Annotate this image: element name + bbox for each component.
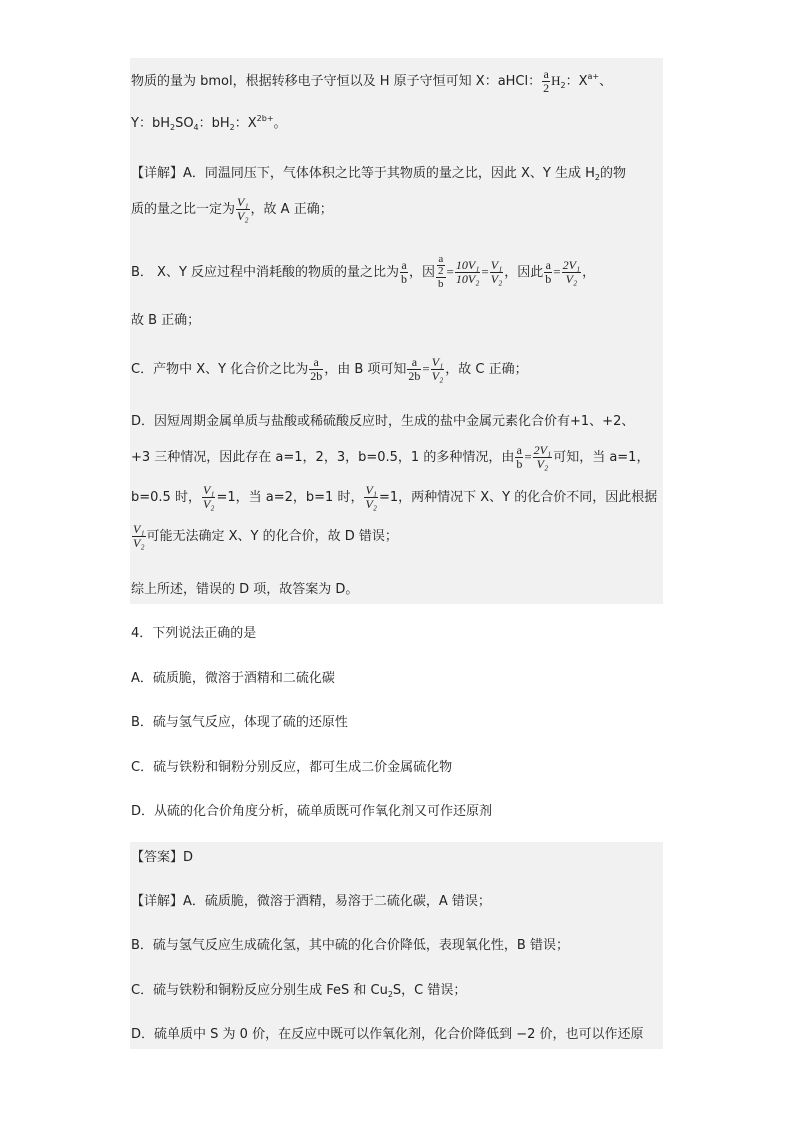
fraction: $\frac{\text{2V₁}}{\text{V₂}}$ [562, 258, 581, 286]
fraction: $\frac{a}{2b}$ [408, 355, 421, 383]
detail-a-line-2: 质的量之比一定为 $\frac{\text{V₁}}{\text{V₂}}$ ，故 A 正确； [131, 195, 333, 223]
option-a: A．硫质脆，微溶于酒精和二硫化碳 [131, 671, 335, 686]
fraction: $\frac{\text{V₁}}{\text{V₂}}$ [490, 258, 503, 286]
compound-fraction: $\frac{\frac{a}{2}}{b}$ [438, 253, 444, 290]
fraction: $\frac{\text{V₁}}{\text{V₂}}$ [431, 355, 444, 383]
detail-a-line-1: 【详解】A．同温同压下，气体体积之比等于其物质的量之比，因此 X、Y 生成 $H_2$的物 [131, 166, 627, 182]
detail-d-line-1: D．因短周期金属单质与盐酸或稀硫酸反应时，生成的盐中金属元素化合价有+1、+2、 [131, 414, 635, 429]
summary-line: 综上所述，错误的 D 项，故答案为 D。 [131, 582, 359, 597]
fraction: $\frac{a}{2}$ [543, 67, 550, 95]
fraction: $\frac{a}{2b}$ [310, 355, 323, 383]
option-c: C．硫与铁粉和铜粉分别反应，都可生成二价金属硫化物 [131, 760, 453, 775]
answer-line: 【答案】D [131, 850, 194, 865]
question-stem: 4．下列说法正确的是 [131, 626, 257, 641]
text-line: 物质的量为 bmol，根据转移电子守恒以及 H 原子守恒可知 X：aHCl： $\frac{a}{2}$ $H_2$：$X^{a+}$、 [131, 67, 613, 95]
q4-detail-d: D．硫单质中 S 为 0 价，在反应中既可以作氧化剂，化合价降低到 −2 价，也可以作还原 [131, 1027, 644, 1042]
detail-b-line-2: 故 B 正确； [131, 313, 201, 328]
fraction: $\frac{\text{V₁}}{\text{V₂}}$ [237, 195, 249, 223]
fraction: $\frac{\text{V₁}}{\text{V₂}}$ [365, 483, 377, 511]
detail-b-line-1: B． X、Y 反应过程中消耗酸的物质的量之比为 $\frac{a}{b}$ ，因 $\frac{\frac{a}{2}}{b}$ = $\frac{\text{10V₁}}{\text{10V₂}}$ = $\frac{\text{V₁}}{\text{V₂}}$ ，因此 $\frac{a}{b}$ = $\frac{\text{2V₁}}{\text{V₂}}$ ， [131, 253, 596, 290]
fraction: $\frac{\text{V₁}}{\text{V₂}}$ [133, 522, 145, 550]
q4-detail-b: B．硫与氢气反应生成硫化氢，其中硫的化合价降低，表现氧化性，B 错误； [131, 938, 569, 953]
fraction: $\frac{\text{2V₁}}{\text{V₂}}$ [533, 443, 552, 471]
option-b: B．硫与氢气反应，体现了硫的还原性 [131, 715, 348, 730]
q4-detail-c: C．硫与铁粉和铜粉反应分别生成 FeS 和 $Cu_2S$，C 错误； [131, 983, 467, 999]
fraction: $\frac{a}{b}$ [401, 258, 408, 286]
detail-c-line-1: C．产物中 X、Y 化合价之比为 $\frac{a}{2b}$ ，由 B 项可知 $\frac{a}{2b}$ = $\frac{\text{V₁}}{\text{V₂}}$ ，故 C 正确； [131, 355, 528, 383]
detail-d-line-3: b=0.5 时， $\frac{\text{V₁}}{\text{V₂}}$ =1，当 a=2，b=1 时， $\frac{\text{V₁}}{\text{V₂}}$ =1，两种情况下 X、Y 的化合价不同，因此根据 [131, 483, 658, 511]
detail-d-line-2: +3 三种情况，因此存在 a=1，2，3，b=0.5，1 的多种情况，由 $\frac{a}{b}$ = $\frac{\text{2V₁}}{\text{V₂}}$ 可知，当 a=1， [131, 443, 650, 471]
q4-detail-a: 【详解】A．硫质脆，微溶于酒精，易溶于二硫化碳，A 错误； [131, 894, 491, 909]
detail-d-line-4: $\frac{\text{V₁}}{\text{V₂}}$ 可能无法确定 X、Y 的化合价，故 D 错误； [133, 522, 398, 550]
fraction: $\frac{a}{b}$ [545, 258, 552, 286]
fraction: $\frac{a}{b}$ [516, 443, 523, 471]
fraction: $\frac{\text{10V₁}}{\text{10V₂}}$ [455, 258, 480, 286]
text-line: Y：$bH_2SO_4$：$bH_2$：$X^{2b+}$。 [131, 114, 287, 132]
option-d: D．从硫的化合价角度分析，硫单质既可作氧化剂又可作还原剂 [131, 804, 493, 819]
fraction: $\frac{\text{V₁}}{\text{V₂}}$ [202, 483, 215, 511]
